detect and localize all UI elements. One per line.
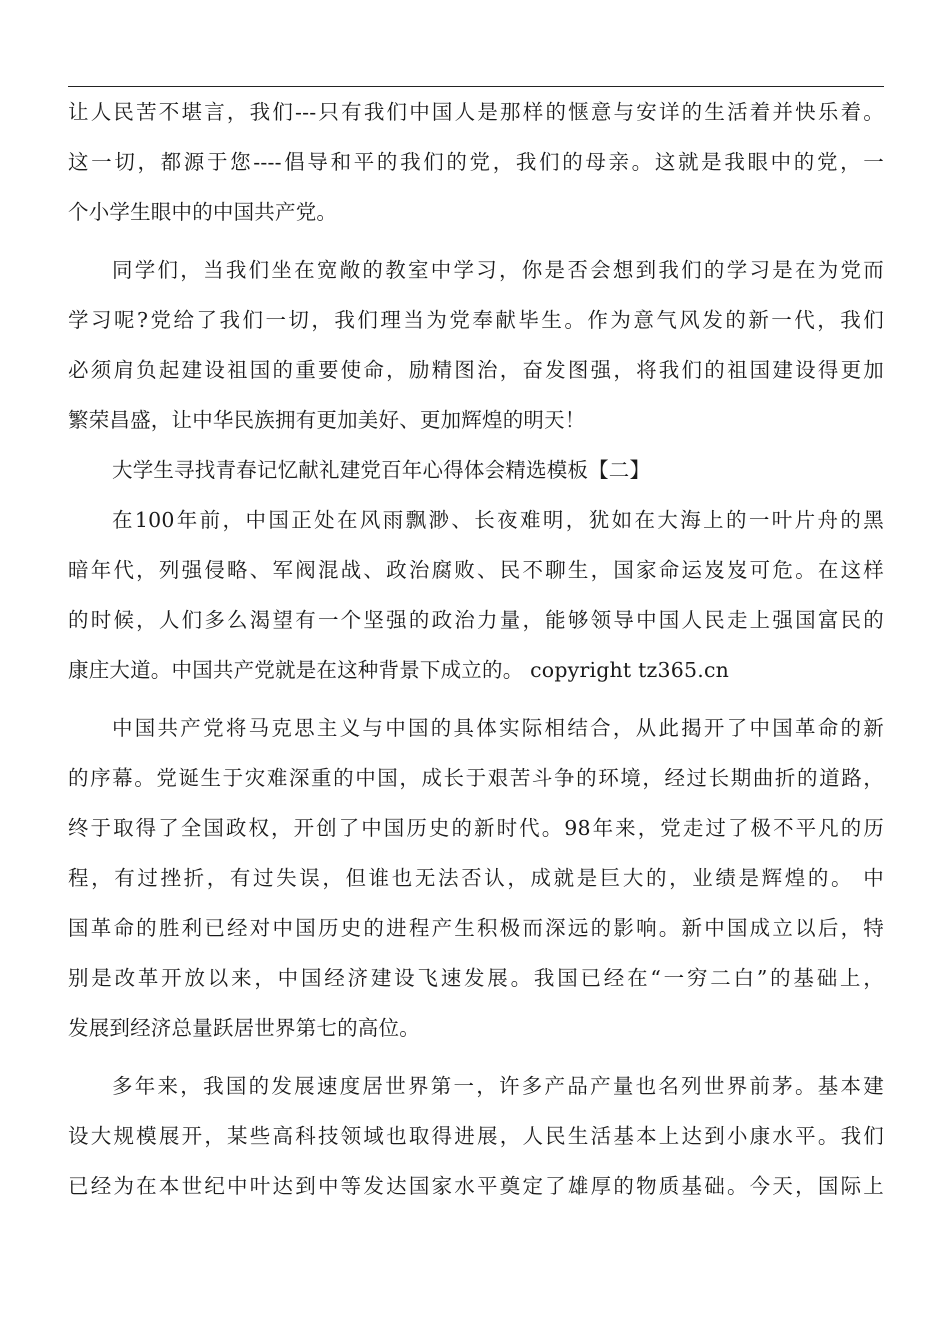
text-line: 个小学生眼中的中国共产党。 [68,200,338,224]
text-line: 必须肩负起建设祖国的重要使命，励精图治，奋发图强，将我们的祖国建设得更加 [68,358,884,382]
text-line: 别是改革开放以来，中国经济建设飞速发展。我国已经在“一穷二白”的基础上， [68,966,884,990]
section-heading [68,452,884,502]
text-line: 同学们，当我们坐在宽敞的教室中学习，你是否会想到我们的学习是在为党而 [112,258,884,282]
heading-line: 大学生寻找青春记忆献礼建党百年心得体会精选模板【二】 [112,458,651,482]
document-page [68,0,884,1344]
paragraph-2 [68,252,884,452]
text-line: 繁荣昌盛，让中华民族拥有更加美好、更加辉煌的明天！ [68,408,586,432]
text-line: 让人民苦不堪言，我们---只有我们中国人是那样的惬意与安详的生活着并快乐着。 [68,100,884,124]
text-line: 康庄大道。中国共产党就是在这种背景下成立的。 copyright tz365.cn [68,658,730,682]
text-line: 这一切，都源于您----倡导和平的我们的党，我们的母亲。这就是我眼中的党，一 [68,150,884,174]
text-line: 在100年前，中国正处在风雨飘渺、长夜难明，犹如在大海上的一叶片舟的黑 [112,508,884,532]
text-line: 已经为在本世纪中叶达到中等发达国家水平奠定了雄厚的物质基础。今天，国际上 [68,1174,884,1198]
paragraph-3 [68,502,884,702]
paragraph-1 [68,94,884,244]
text-line: 设大规模展开，某些高科技领域也取得进展，人民生活基本上达到小康水平。我们 [68,1124,884,1148]
text-line: 国革命的胜利已经对中国历史的进程产生积极而深远的影响。新中国成立以后，特 [68,916,884,940]
text-line: 发展到经济总量跃居世界第七的高位。 [68,1016,420,1040]
paragraph-4 [68,710,884,1060]
text-line: 暗年代，列强侵略、军阀混战、政治腐败、民不聊生，国家命运岌岌可危。在这样 [68,558,884,582]
text-line: 学习呢?党给了我们一切，我们理当为党奉献毕生。作为意气风发的新一代，我们 [68,308,884,332]
document-body [68,94,884,1218]
header-rule [68,86,884,87]
text-line: 的序幕。党诞生于灾难深重的中国，成长于艰苦斗争的环境，经过长期曲折的道路， [68,766,884,790]
paragraph-5 [68,1068,884,1218]
text-line: 的时候，人们多么渴望有一个坚强的政治力量，能够领导中国人民走上强国富民的 [68,608,884,632]
text-line: 多年来，我国的发展速度居世界第一，许多产品产量也名列世界前茅。基本建 [112,1074,884,1098]
text-line: 中国共产党将马克思主义与中国的具体实际相结合，从此揭开了中国革命的新 [112,716,884,740]
text-line: 终于取得了全国政权，开创了中国历史的新时代。98年来，党走过了极不平凡的历 [68,816,884,840]
text-line: 程，有过挫折，有过失误，但谁也无法否认，成就是巨大的，业绩是辉煌的。 中 [68,866,884,890]
